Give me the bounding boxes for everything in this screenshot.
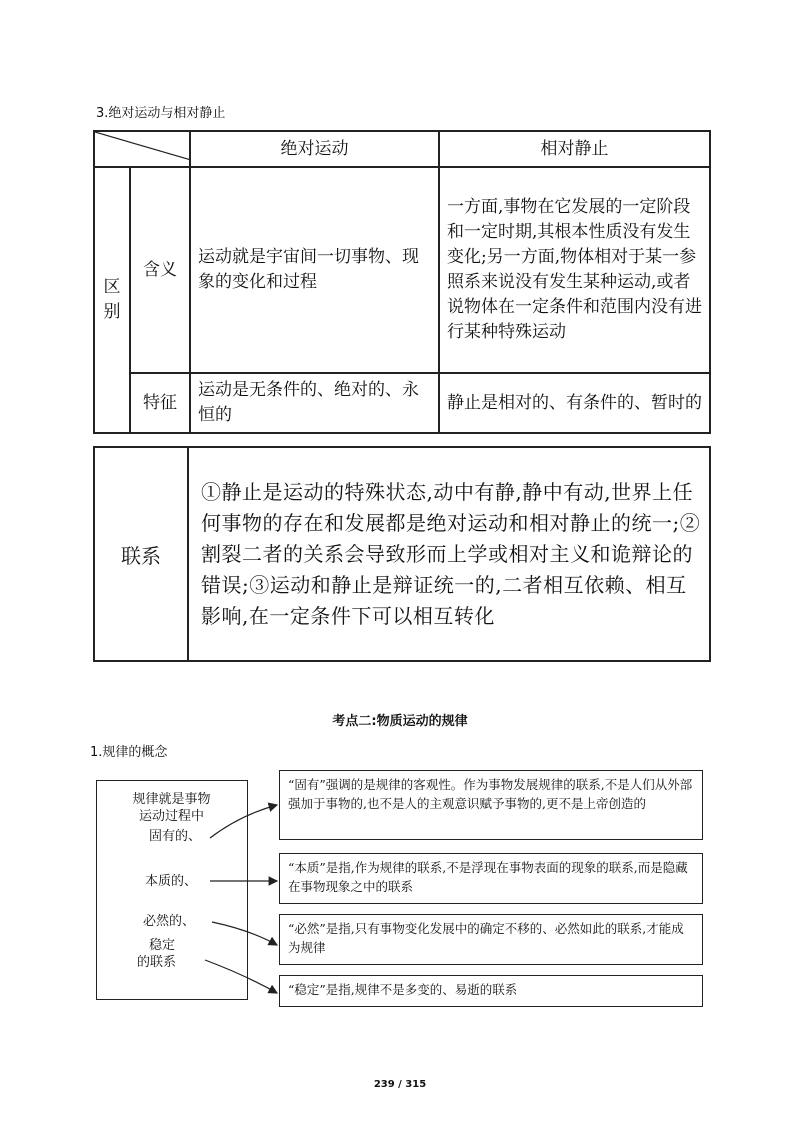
header-absolute-motion: 绝对运动: [190, 131, 439, 167]
box-wending: “稳定”是指,规律不是多变的、易逝的联系: [279, 975, 703, 1007]
left-line-3: 固有的、: [149, 829, 202, 844]
group-label-text: 区 别: [103, 277, 121, 322]
cell-feature-relative: 静止是相对的、有条件的、暂时的: [439, 373, 710, 433]
cell-feature-absolute: 运动是无条件的、绝对的、永恒的: [190, 373, 439, 433]
row-label-meaning: 含义: [130, 167, 190, 373]
cell-meaning-absolute: 运动就是宇宙间一切事物、现象的变化和过程: [190, 167, 439, 373]
kaodian-title: 考点二:物质运动的规律: [332, 714, 468, 729]
connection-label: 联系: [94, 447, 188, 661]
subsection-title: 1.规律的概念: [90, 745, 168, 760]
page-number: 239 / 315: [373, 1079, 427, 1090]
box-biran: “必然”是指,只有事物变化发展中的确定不移的、必然如此的联系,才能成为规律: [279, 914, 703, 965]
box-benzhi: “本质”是指,作为规律的联系,不是浮现在事物表面的现象的联系,而是隐藏在事物现象之中的联系: [279, 853, 703, 904]
left-line-4: 本质的、: [145, 874, 198, 889]
cell-meaning-relative: 一方面,事物在它发展的一定阶段和一定时期,其根本性质没有发生变化;另一方面,物体相对于某一参照系来说没有发生某种运动,或者说物体在一定条件和范围内没有进行某种特殊运动: [439, 167, 710, 373]
connection-text: ①静止是运动的特殊状态,动中有静,静中有动,世界上任何事物的存在和发展都是绝对运动和相对静止的统一;②割裂二者的关系会导致形而上学或相对主义和诡辩论的错误;③运动和静止是辩证统一的,二者相互依赖、相互影响,在一定条件下可以相互转化: [188, 447, 710, 661]
box-guyou: “固有”强调的是规律的客观性。作为事物发展规律的联系,不是人们从外部强加于事物的,也不是人的主观意识赋予事物的,更不是上帝创造的: [279, 770, 703, 840]
left-line-7: 的联系: [137, 955, 177, 970]
header-relative-rest: 相对静止: [439, 131, 710, 167]
row-label-feature: 特征: [130, 373, 190, 433]
section-title: 3.绝对运动与相对静止: [96, 106, 226, 121]
left-line-2: 运动过程中: [138, 809, 204, 824]
law-definition-box: [96, 780, 248, 1000]
left-line-6: 稳定: [149, 938, 176, 953]
left-line-5: 必然的、: [143, 914, 196, 929]
left-line-1: 规律就是事物: [132, 792, 211, 807]
